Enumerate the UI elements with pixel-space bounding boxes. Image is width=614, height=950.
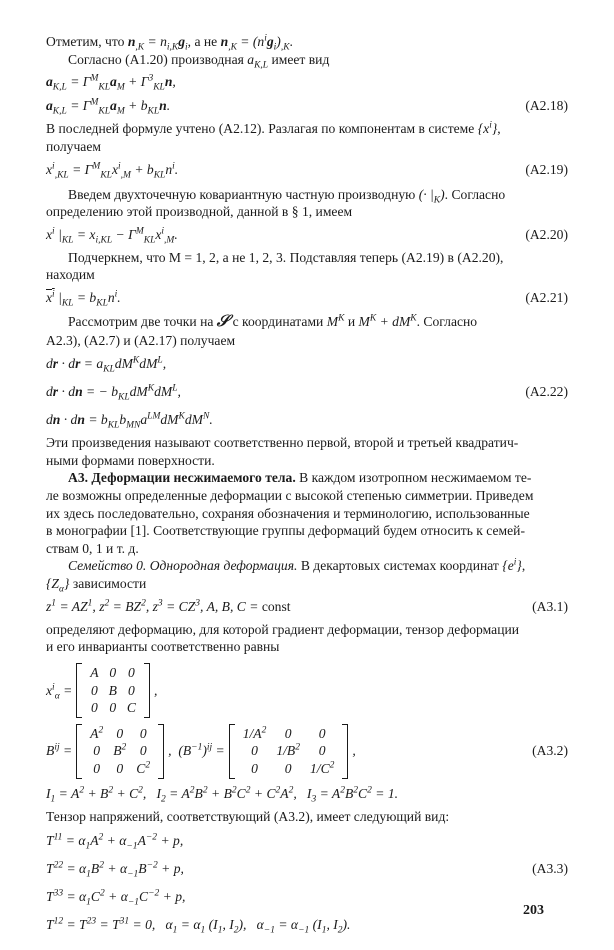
section-heading: A3. Деформации несжимаемого тела.	[68, 470, 296, 486]
matrix: $A^2$ 0 0 0 $B^2$ 0 0 0 $C^2$	[76, 724, 164, 779]
equation-number: (A2.20)	[525, 226, 568, 242]
equation: dr · dr = $a_{KL}dM^KdM^L$,	[46, 355, 167, 375]
text-line: A3. Деформации несжимаемого тела. В каждом изотропном несжимаемом те-	[68, 470, 532, 486]
equation-number: (A2.18)	[525, 98, 568, 114]
text-line: Рассмотрим две точки на 𝒮 с координатами $M^K$ и $M^K + dM^K$. Согласно	[68, 313, 478, 330]
equation: $T^{12} = T^{23} = T^{31} = 0$, $\alpha_1 = \alpha_1$ ($I_1$, $I_2$), $\alpha_{-1} = \alpha_{-1}$ ($I_1$, $I_2$).	[46, 916, 351, 937]
text-line: A2.3), (A2.7) и (A2.17) получаем	[46, 333, 236, 349]
text-line: определяют деформацию, для которой градиент деформации, тензор деформации	[46, 621, 520, 637]
text-line: ле возможны определенные деформации с высокой степенью симметрии. Приведем	[46, 487, 534, 503]
equation: $B^{ij}$ = $A^2$ 0 0 0 $B^2$ 0 0 0 $C^2$ , $(B^{-1})^{ij}$ = $1/A^2$ 0 0 0 $1/B^2$ 0 0 0 $1/C^2$ , (A3.2)	[46, 724, 568, 779]
text-line: Подчеркнем, что M = 1, 2, а не 1, 2, 3. Подставляя теперь (A2.19) в (A2.20),	[68, 249, 504, 265]
text-line: Семейство 0. Однородная деформация. В декартовых системах координат $\{e^i\}$,	[68, 557, 526, 574]
text-line: Согласно (A1.20) производная $a_{K,L}$ имеет вид	[68, 51, 330, 71]
equation: $x^i$ $|_{KL} = b_{KL}n^i$. (A2.21)	[46, 289, 568, 309]
text-line: находим	[46, 267, 95, 283]
equation-number: (A3.3)	[532, 861, 568, 877]
equation-number: (A2.22)	[525, 384, 568, 400]
page-body	[46, 34, 568, 940]
equation: $x^i$ $|_{KL} = x_{i,KL} - \Gamma^M_{KL}x^i_{,M}$. (A2.20)	[46, 226, 568, 246]
equation: $I_1 = A^2 + B^2 + C^2$, $I_2 = A^2B^2 + B^2C^2 + C^2A^2$, $I_3 = A^2B^2C^2 = 1$.	[46, 785, 399, 805]
equation: $x^i_\alpha$ = A 0 0 0 B 0 0 0 C ,	[46, 663, 568, 718]
matrix: $1/A^2$ 0 0 0 $1/B^2$ 0 0 0 $1/C^2$	[229, 724, 349, 779]
text-line: их здесь последовательно, сохраняя обозначения и терминологию, использованные	[46, 505, 530, 521]
text-line: и его инварианты соответственно равны	[46, 639, 280, 655]
text-line: Введем двухточечную ковариантную частную производную (· $|_K$). Согласно	[68, 186, 506, 206]
equation: dn · dn = $b_{KL}b_{MN}a^{LM}dM^KdM^N$.	[46, 411, 213, 431]
text-line: В последней формуле учтено (A2.12). Разлагая по компонентам в системе $\{x^i\}$,	[46, 120, 501, 137]
equation-number: (A2.19)	[525, 161, 568, 177]
equation-number: (A3.2)	[532, 743, 568, 759]
equation: $a_{K,L} = \Gamma^M_{KL}a_M + b_{KL}n$. (A2.18)	[46, 97, 568, 118]
text-line: Эти произведения называют соответственно первой, второй и третьей квадратич-	[46, 435, 519, 451]
equation-number: (A3.1)	[532, 598, 568, 614]
equation: $T^{11} = \alpha_1A^2 + \alpha_{-1}A^{-2} + p$,	[46, 832, 184, 853]
text-line: ствам 0, 1 и т. д.	[46, 540, 139, 556]
equation: $x^i_{,KL} = \Gamma^M_{KL}x^i_{,M} + b_{KL}n^i$. (A2.19)	[46, 161, 568, 181]
matrix: A 0 0 0 B 0 0 0 C	[76, 663, 150, 718]
text-line: ными формами поверхности.	[46, 452, 215, 468]
equation: $T^{33} = \alpha_1C^2 + \alpha_{-1}C^{-2} + p$,	[46, 888, 186, 909]
text-line: получаем	[46, 138, 101, 154]
equation-number: (A2.21)	[525, 290, 568, 306]
equation: $a_{K,L} = \Gamma^M_{KL}a_M + \Gamma^3_{KL}n$,	[46, 73, 176, 94]
text-line: Отметим, что $n_{,K} = n_{i,K}g_i$, а не $n_{,K} = (n^ig_i)_{,K}$.	[46, 33, 293, 53]
equation: dr · dn = − $b_{KL}dM^KdM^L$, (A2.22)	[46, 383, 568, 403]
equation: $T^{22} = \alpha_1B^2 + \alpha_{-1}B^{-2} + p$, (A3.3)	[46, 860, 568, 881]
text-line: определению этой производной, данной в § 1, имеем	[46, 204, 353, 220]
text-line: $\{Z_\alpha\}$ зависимости	[46, 576, 147, 595]
text-line: Тензор напряжений, соответствующий (A3.2), имеет следующий вид:	[46, 808, 450, 824]
text-line: в монографии [1]. Соответствующие группы деформаций будем относить к семей-	[46, 523, 525, 539]
equation: $z^1 = AZ^1$, $z^2 = BZ^2$, $z^3 = CZ^3$, A, B, C = const (A3.1)	[46, 598, 568, 614]
page-number: 203	[523, 903, 544, 918]
